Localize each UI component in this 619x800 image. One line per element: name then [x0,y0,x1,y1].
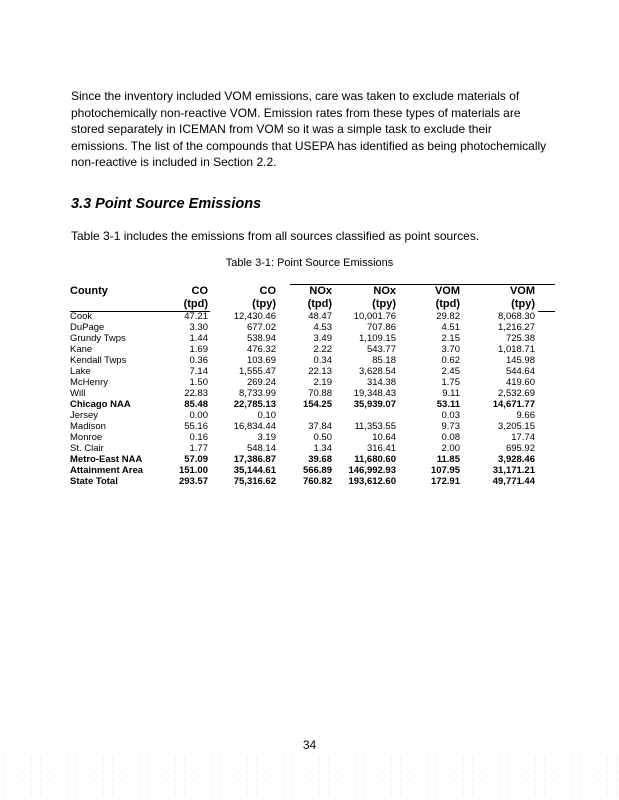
table-row [70,399,535,410]
value-cell: 7.14 [189,366,208,377]
county-name: Attainment Area [70,465,144,476]
value-cell: 1,018.71 [498,344,535,355]
value-cell: 3.70 [441,344,460,355]
value-cell: 3,928.46 [498,454,535,465]
value-cell: 49,771.44 [492,476,535,487]
county-name: St. Clair [70,443,104,454]
value-cell: 0.62 [441,355,460,366]
header-label: VOM [434,285,460,297]
value-cell: 55.16 [184,421,208,432]
value-cell: 269.24 [246,377,276,388]
value-cell: 193,612.60 [348,476,396,487]
county-name: Chicago NAA [70,399,131,410]
value-cell: 2.22 [313,344,332,355]
value-cell: 29.82 [436,311,460,322]
value-cell: 75,316.62 [233,476,276,487]
value-cell [332,410,396,421]
table-row [70,388,535,399]
value-cell: 172.91 [430,476,460,487]
value-cell: 154.25 [302,399,332,410]
header-label: CO [259,285,276,297]
table-caption: Table 3-1: Point Source Emissions [225,257,394,269]
value-cell: 48.47 [308,311,332,322]
county-name: Metro-East NAA [70,454,143,465]
value-cell: 22.83 [184,388,208,399]
value-cell: 22,785.13 [233,399,276,410]
value-cell: 53.11 [436,399,460,410]
header-label: NOx [309,285,332,297]
county-name: Lake [70,366,91,377]
value-cell: 4.51 [441,322,460,333]
table-row [70,344,535,355]
value-cell: 725.38 [505,333,535,344]
value-cell: 2.45 [441,366,460,377]
column-header [70,285,165,311]
column-header [208,285,276,311]
value-cell: 70.88 [308,388,332,399]
value-cell: 57.09 [184,454,208,465]
value-cell: 11,680.60 [354,454,396,465]
value-cell: 2,532.69 [498,388,535,399]
table-intro-text: Table 3-1 includes the emissions from all sources classified as point sources. [71,229,480,243]
point-source-emissions-table [70,285,535,487]
value-cell: 314.38 [366,377,396,388]
value-cell: 0.08 [441,432,460,443]
county-name: Kane [70,344,93,355]
column-header [460,285,535,311]
value-cell: 10.64 [372,432,396,443]
value-cell: 0.03 [441,410,460,421]
county-name: Grundy Twps [70,333,126,344]
county-name: Will [70,388,86,399]
value-cell: 760.82 [302,476,332,487]
value-cell: 0.36 [189,355,208,366]
value-cell: 543.77 [366,344,396,355]
value-cell: 12,430.46 [233,311,276,322]
county-name: DuPage [70,322,105,333]
value-cell: 293.57 [178,476,208,487]
scan-noise [0,755,619,800]
value-cell: 17,386.87 [233,454,276,465]
header-label: VOM [509,285,535,297]
county-name: McHenry [70,377,109,388]
value-cell: 1.69 [189,344,208,355]
value-cell: 1.44 [189,333,208,344]
table-row [70,366,535,377]
value-cell: 31,171.21 [492,465,535,476]
county-name: State Total [70,476,118,487]
value-cell: 151.00 [178,465,208,476]
value-cell: 19,348.43 [353,388,396,399]
value-cell: 0.00 [189,410,208,421]
value-cell: 0.34 [313,355,332,366]
header-unit: (tpy) [372,298,396,310]
header-unit: (tpd) [183,298,208,310]
value-cell: 316.41 [366,443,396,454]
value-cell: 22.13 [308,366,332,377]
value-cell: 145.98 [505,355,535,366]
value-cell: 8,733.99 [239,388,276,399]
column-header [165,285,208,311]
value-cell: 39.68 [308,454,332,465]
value-cell: 566.89 [302,465,332,476]
value-cell: 3.49 [313,333,332,344]
value-cell: 3,628.54 [359,366,396,377]
table-row [70,465,535,476]
section-heading: 3.3 Point Source Emissions [71,196,262,212]
value-cell: 1,555.47 [239,366,276,377]
value-cell: 677.02 [246,322,276,333]
value-cell: 1.77 [189,443,208,454]
value-cell: 8,068.30 [498,311,535,322]
county-name: Jersey [70,410,98,421]
value-cell: 2.19 [313,377,332,388]
table-row [70,311,535,322]
table-row [70,322,535,333]
value-cell: 9.73 [441,421,460,432]
table-row [70,432,535,443]
value-cell: 3.30 [189,322,208,333]
header-label: NOx [373,285,396,297]
value-cell: 1,216.27 [498,322,535,333]
value-cell: 107.95 [430,465,460,476]
value-cell: 11.85 [436,454,460,465]
value-cell: 9.11 [442,388,460,399]
value-cell: 35,939.07 [353,399,396,410]
value-cell: 35,144.61 [233,465,276,476]
table-row [70,421,535,432]
value-cell: 695.92 [505,443,535,454]
value-cell: 476.32 [246,344,276,355]
value-cell: 85.18 [372,355,396,366]
header-unit: (tpy) [511,298,535,310]
table-row [70,410,535,421]
county-name: Kendall Twps [70,355,127,366]
value-cell: 2.00 [441,443,460,454]
value-cell [276,410,332,421]
value-cell: 1.34 [313,443,332,454]
column-header [276,285,332,311]
column-header [396,285,460,311]
value-cell: 4.53 [313,322,332,333]
table-row [70,377,535,388]
header-label: CO [191,285,208,297]
value-cell: 544.64 [505,366,535,377]
header-rule-right [538,311,555,312]
county-name: Madison [70,421,106,432]
value-cell: 0.50 [313,432,332,443]
table-row [70,355,535,366]
value-cell: 14,671.77 [492,399,535,410]
value-cell: 103.69 [246,355,276,366]
value-cell: 16,834.44 [233,421,276,432]
value-cell: 37.84 [308,421,332,432]
value-cell: 85.48 [184,399,208,410]
value-cell: 9.66 [516,410,535,421]
value-cell: 17.74 [511,432,535,443]
value-cell: 1.50 [189,377,208,388]
header-unit: (tpy) [252,298,276,310]
column-header [332,285,396,311]
table-row [70,454,535,465]
value-cell: 707.86 [366,322,396,333]
table-row [70,476,535,487]
header-label: County [70,285,108,297]
value-cell: 146,992.93 [348,465,396,476]
value-cell: 1,109.15 [359,333,396,344]
value-cell: 3,205.15 [498,421,535,432]
county-name: Cook [70,311,93,322]
value-cell: 1.75 [441,377,460,388]
value-cell: 11,353.55 [354,421,396,432]
value-cell: 0.10 [257,410,276,421]
table-row [70,443,535,454]
body-paragraph: Since the inventory included VOM emissions, care was taken to exclude materials of photochemically non-reactive VOM. Emission rates from these types of materials are stored separately in ICEMAN from VOM so it was a simple task to exclude their emissions. The list of the compounds that USEPA has identified as being photochemically non-reactive is included in Section 2.2. [71,89,547,169]
value-cell: 10,001.76 [353,311,396,322]
value-cell: 419.60 [505,377,535,388]
table-row [70,333,535,344]
page-number: 34 [302,738,317,752]
value-cell: 47.21 [184,311,208,322]
header-unit: (tpd) [435,298,460,310]
county-name: Monroe [70,432,103,443]
value-cell: 0.16 [189,432,208,443]
value-cell: 538.94 [246,333,276,344]
value-cell: 548.14 [246,443,276,454]
value-cell: 3.19 [257,432,276,443]
header-unit: (tpd) [307,298,332,310]
value-cell: 2.15 [441,333,460,344]
